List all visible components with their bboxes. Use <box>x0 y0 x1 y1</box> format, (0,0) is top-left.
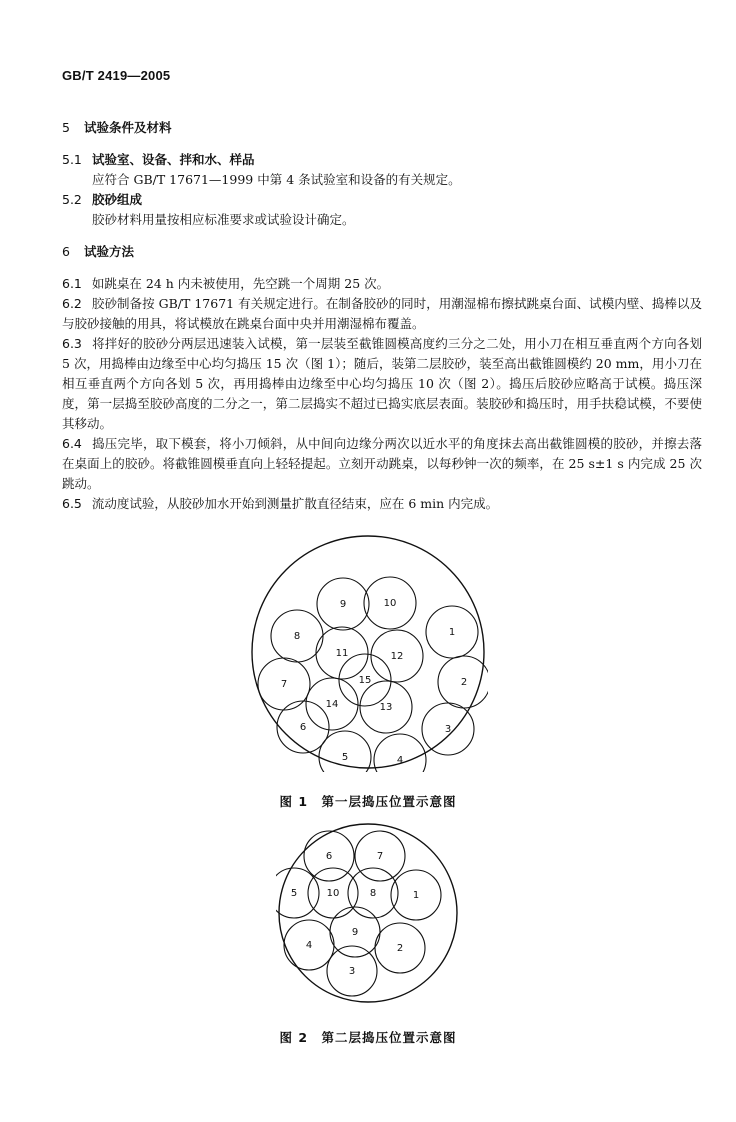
position-label: 14 <box>325 699 339 710</box>
paragraph-text: 胶砂制备按 GB/T 17671 有关规定进行。在制备胶砂的同时，用潮湿棉布擦拭跳桌台面、试模内壁、捣棒以及与胶砂接触的用具，将试模放在跳桌台面中央并用潮湿棉布覆盖。 <box>62 296 702 331</box>
position-label: 11 <box>335 648 349 659</box>
position-label: 15 <box>358 675 372 686</box>
position-label: 5 <box>290 888 298 899</box>
position-label: 13 <box>379 702 393 713</box>
paragraph-text: 流动度试验，从胶砂加水开始到测量扩散直径结束，应在 6 min 内完成。 <box>91 496 499 511</box>
figure-2-diagram <box>276 820 460 1006</box>
position-label: 3 <box>348 966 356 977</box>
position-label: 7 <box>280 679 288 690</box>
position-label: 1 <box>412 890 420 901</box>
position-label: 5 <box>341 752 349 763</box>
subsection-title: 胶砂组成 <box>92 192 143 207</box>
figure-2 <box>0 820 736 1006</box>
standard-code-header: GB/T 2419—2005 <box>62 68 171 83</box>
paragraph-6-1 <box>62 274 702 294</box>
figure-2-caption: 图 2 第二层捣压位置示意图 <box>279 1030 457 1045</box>
section-5-heading <box>62 118 702 138</box>
paragraph-6-5 <box>62 494 702 514</box>
section-title: 试验条件及材料 <box>84 120 172 135</box>
paragraph-number: 6.5 <box>62 496 82 511</box>
position-label: 4 <box>305 940 313 951</box>
section-6-heading <box>62 242 702 262</box>
position-label: 6 <box>325 851 333 862</box>
section-number: 5 <box>62 120 70 135</box>
subsection-5-2-heading <box>62 190 702 210</box>
paragraph-number: 6.2 <box>62 296 82 311</box>
position-label: 8 <box>293 631 301 642</box>
section-title: 试验方法 <box>84 244 135 259</box>
position-label: 2 <box>396 943 404 954</box>
position-label: 7 <box>376 851 384 862</box>
paragraph-number: 6.1 <box>62 276 82 291</box>
subsection-5-1-text: 应符合 GB/T 17671—1999 中第 4 条试验室和设备的有关规定。 <box>92 172 461 187</box>
tamp-circle-4 <box>374 734 426 772</box>
subsection-number: 5.1 <box>62 152 82 167</box>
section-number: 6 <box>62 244 70 259</box>
paragraph-number: 6.4 <box>62 436 82 451</box>
position-label: 10 <box>383 598 397 609</box>
paragraph-text: 将拌好的胶砂分两层迅速装入试模，第一层装至截锥圆模高度约三分之二处，用小刀在相互垂直两个方向各划 5 次，用捣棒由边缘至中心均匀捣压 15 次（图 1）；随后，装第二层胶砂，装至高出截锥圆模约 20 mm，用小刀在相互垂直两个方向各划 5 次，再用捣棒由边缘至中心均匀捣压 10 次（图 2）。捣压后胶砂应略高于试模。捣压深度，第一层捣至胶砂高度的二分之一，第二层捣实不超过已捣实底层表面。装胶砂和捣压时，用手扶稳试模，不要使其移动。 <box>62 336 702 431</box>
position-label: 9 <box>339 599 347 610</box>
position-label: 1 <box>448 627 456 638</box>
figure-1-diagram <box>248 532 488 772</box>
document-body <box>62 118 702 514</box>
position-label: 3 <box>444 724 452 735</box>
figure-1-caption: 图 1 第一层捣压位置示意图 <box>279 794 457 809</box>
figure-1 <box>0 532 736 772</box>
mold-outline <box>279 824 457 1002</box>
paragraph-text: 捣压完毕，取下模套，将小刀倾斜，从中间向边缘分两次以近水平的角度抹去高出截锥圆模的胶砂，并擦去落在桌面上的胶砂。将截锥圆模垂直向上轻轻提起。立刻开动跳桌，以每秒钟一次的频率，在 25 s±1 s 内完成 25 次跳动。 <box>62 436 702 491</box>
position-label: 4 <box>396 755 404 766</box>
paragraph-6-4 <box>62 434 702 494</box>
paragraph-6-2 <box>62 294 702 334</box>
position-label: 9 <box>351 927 359 938</box>
subsection-number: 5.2 <box>62 192 82 207</box>
position-label: 10 <box>326 888 340 899</box>
paragraph-number: 6.3 <box>62 336 82 351</box>
paragraph-6-3 <box>62 334 702 434</box>
subsection-title: 试验室、设备、拌和水、样品 <box>92 152 255 167</box>
paragraph-text: 如跳桌在 24 h 内未被使用，先空跳一个周期 25 次。 <box>91 276 390 291</box>
subsection-5-2-text: 胶砂材料用量按相应标准要求或试验设计确定。 <box>92 212 355 227</box>
subsection-5-1-heading <box>62 150 702 170</box>
position-label: 8 <box>369 888 377 899</box>
position-label: 6 <box>299 722 307 733</box>
position-label: 2 <box>460 677 468 688</box>
position-label: 12 <box>390 651 404 662</box>
